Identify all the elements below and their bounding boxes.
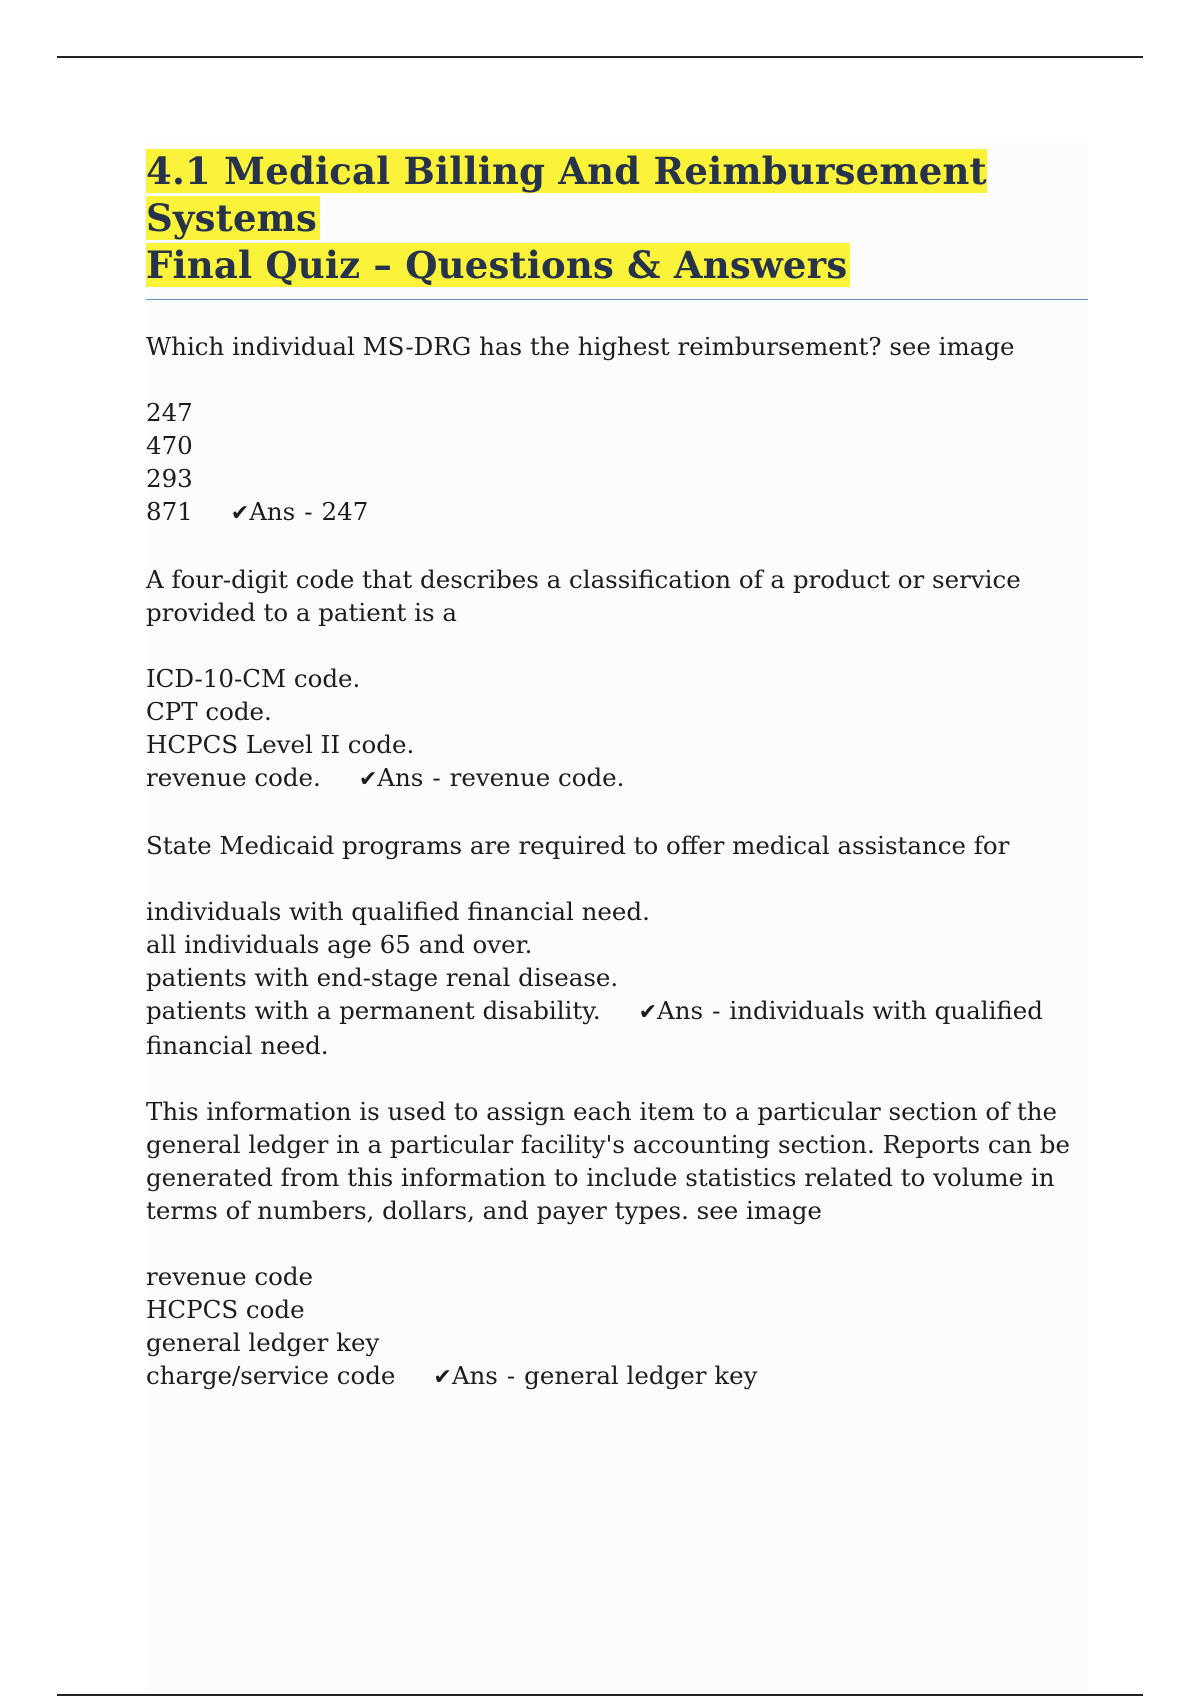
answer-value: revenue code. <box>449 763 625 792</box>
option-item: patients with end-stage renal disease. <box>146 963 619 992</box>
answer-separator: - <box>432 763 441 792</box>
checkmark-icon: ✔ <box>230 501 250 526</box>
option-text: revenue code. <box>146 763 321 792</box>
option-list <box>146 895 1088 1062</box>
answer-label: Ans <box>451 1361 498 1390</box>
option-item: HCPCS code <box>146 1295 305 1324</box>
answer-label: Ans <box>249 497 296 526</box>
answer-label: Ans <box>657 996 704 1025</box>
document-title <box>146 148 1088 289</box>
answer-value: 247 <box>321 497 369 526</box>
question-text: State Medicaid programs are required to offer medical assistance for <box>146 831 1010 860</box>
question-list <box>146 330 1088 1394</box>
question-block <box>146 330 1088 530</box>
option-text: charge/service code <box>146 1361 396 1390</box>
option-item: 247 <box>146 398 193 427</box>
checkmark-icon: ✔ <box>358 767 378 792</box>
question-block <box>146 829 1088 1062</box>
document-body <box>146 142 1088 1692</box>
question-block <box>146 563 1088 796</box>
option-list <box>146 662 1088 796</box>
option-item: CPT code. <box>146 697 272 726</box>
option-item: HCPCS Level II code. <box>146 730 415 759</box>
checkmark-icon: ✔ <box>638 1000 658 1025</box>
option-item: all individuals age 65 and over. <box>146 930 533 959</box>
question-text: A four-digit code that describes a classification of a product or service provided to a patient is a <box>146 565 1021 627</box>
option-item: ICD-10-CM code. <box>146 664 361 693</box>
option-item: 470 <box>146 431 193 460</box>
question-text: Which individual MS-DRG has the highest reimbursement? see image <box>146 332 1015 361</box>
option-item: 293 <box>146 464 193 493</box>
title-line-1: 4.1 Medical Billing And Reimbursement Systems <box>146 149 987 240</box>
answer-value: general ledger key <box>524 1361 758 1390</box>
answer-separator: - <box>304 497 313 526</box>
answer-line <box>359 763 625 792</box>
title-underline <box>146 299 1088 300</box>
answer-value: individuals with qualified financial need. <box>146 996 1043 1060</box>
option-item <box>146 1359 1088 1394</box>
answer-line <box>433 1361 757 1390</box>
page-top-rule <box>57 56 1143 58</box>
option-text: patients with a permanent disability. <box>146 996 601 1025</box>
answer-line <box>231 497 369 526</box>
answer-label: Ans <box>377 763 424 792</box>
page-bottom-rule <box>57 1694 1143 1696</box>
answer-separator: - <box>506 1361 516 1390</box>
option-item <box>146 994 1088 1062</box>
option-list <box>146 396 1088 530</box>
title-line-2: Final Quiz – Questions & Answers <box>146 243 850 287</box>
option-item <box>146 495 1088 530</box>
option-item: general ledger key <box>146 1328 380 1357</box>
option-list <box>146 1260 1088 1394</box>
question-text: This information is used to assign each item to a particular section of the general ledger in a particular facility's accounting section. Reports can be generated from this information to include statistics related to volume in terms of numbers, dollars, and payer types. see image <box>146 1097 1070 1225</box>
option-item: individuals with qualified financial need. <box>146 897 650 926</box>
option-text: 871 <box>146 497 193 526</box>
option-item <box>146 761 1088 796</box>
checkmark-icon: ✔ <box>433 1365 452 1390</box>
answer-separator: - <box>712 996 721 1025</box>
question-block <box>146 1095 1088 1394</box>
option-item: revenue code <box>146 1262 314 1291</box>
